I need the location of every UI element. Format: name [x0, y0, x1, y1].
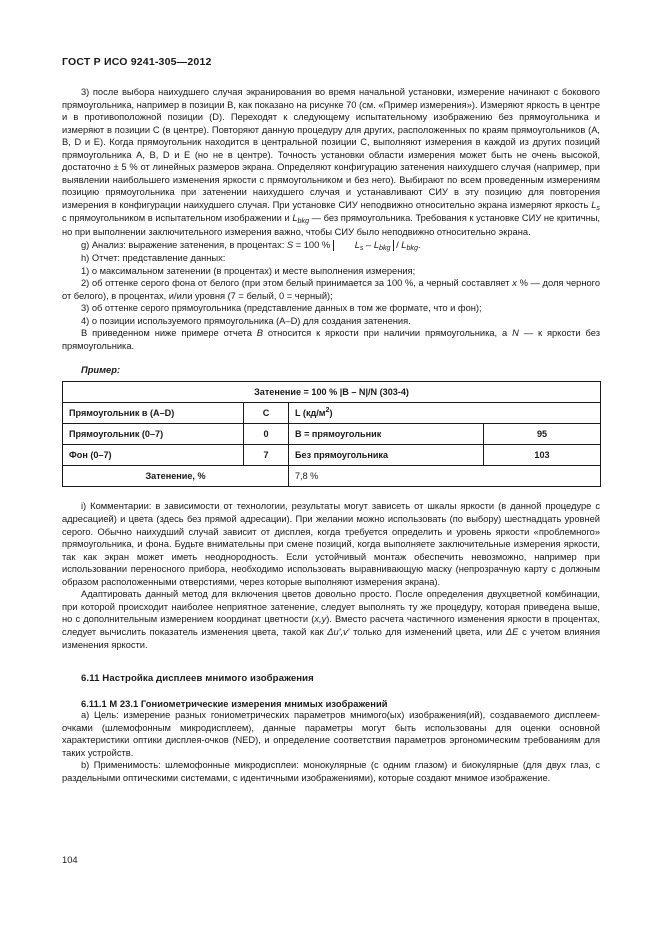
formula-minus: – — [363, 239, 374, 250]
table-cell-background-luminance-value: 103 — [484, 445, 601, 466]
shading-example-table — [62, 381, 601, 487]
table-cell-background-value: 7 — [244, 445, 289, 466]
paragraph-item-3-end: — без прямоугольника. Требования к установке СИУ не критичны, но при выполнении заключительного измерения важно, чтобы СИУ было неподвижно относительно экрана. — [62, 213, 600, 238]
formula-eq: = 100 % — [293, 239, 333, 250]
table-title-cell: Затенение = 100 % |B – N|/N (303-4) — [63, 382, 601, 403]
table-cell-shading-label: Затенение, % — [63, 466, 289, 487]
paragraph-item-h1: 1) о максимальном затенении (в процентах) и месте выполнения измерения; — [81, 265, 416, 276]
table-cell-rect-position-label: Прямоугольник в (A–D) — [63, 403, 244, 424]
lbkg-symbol: L — [292, 213, 298, 224]
paragraph-item-g — [62, 239, 600, 253]
paragraph-item-h: h) Отчет: представление данных: — [81, 253, 226, 264]
formula-denominator: L — [401, 239, 407, 250]
luminance-label-end: ) — [329, 407, 333, 418]
table-row-title — [63, 382, 601, 403]
table-cell-luminance-header — [289, 403, 601, 424]
table-cell-shading-value: 7,8 % — [289, 466, 601, 487]
color-adaptation-c: только для изменений цвета, или — [349, 626, 506, 637]
page-number: 104 — [62, 855, 78, 865]
color-adaptation-a: Адаптировать данный метод для включения цветов довольно просто. После определения двухцветной комбинации, при которой происходит наиболее неприятное затенение, следует выполнять ту же процедуру, которая приведена выше, но с дополнительным измерением координат цветности ( — [62, 589, 600, 625]
formula-num-a: L — [354, 239, 360, 250]
example-symbol-b: B — [256, 328, 264, 339]
table-row-footer — [63, 466, 601, 487]
paragraph-color-adaptation — [62, 588, 600, 651]
paragraph-item-3-mid: с прямоугольником в испытательном изображении и — [62, 213, 293, 224]
color-adaptation-d: с учетом влияния изменения яркости. — [62, 626, 600, 650]
formula-abs-group — [333, 240, 394, 251]
section-heading-6-11-1: 6.11.1 M 23.1 Гониометрические измерения мнимых изображений — [81, 699, 388, 710]
formula-s: S — [286, 239, 294, 250]
chromaticity-coordinates: x,y — [314, 614, 327, 625]
formula-num-b-sub: bkg — [379, 242, 391, 252]
paragraph-6-11-1-a: a) Цель: измерение разных гониометрических параметров мнимого(ых) изображения(ий), создаваемого дисплеем-очками (шлемофонным микродисплеем), данные параметры могут быть использованы для оценки основной характеристики оптики дисплея-очков (NED), и определение соответствия параметров эргономическим требованиям для таких устройств. — [62, 710, 600, 758]
delta-uv-symbol: Δu′,v′ — [327, 626, 350, 637]
formula-period: . — [417, 239, 421, 250]
item-h2-x-variable: x — [512, 278, 517, 289]
luminance-label: L (кд/м — [295, 407, 326, 418]
post-table-block — [62, 500, 600, 651]
standard-header: ГОСТ Р ИСО 9241-305—2012 — [62, 56, 212, 68]
paragraph-item-3-text: 3) после выбора наихудшего случая экранирования во время начальной установки, измерение начинают с бокового прямоугольника, например в позиции B, как показано на рисунке 70 (см. «Пример измерения»). Измеряют яркость в центре и в противоположной позиции (D). Переходят к следующему испытательному изображению без прямоугольника и измеряют в позиции C (в центре). Повторяют данную процедуру для других, расположенных по краям прямоугольников (A, B, D и E). Когда прямоугольник находится в центральной позиции C, выполняют измерения в каждой из других позиций прямоугольника A, B, D и E (но не в центре). Точность установки области измерения может быть не очень высокой, достаточно ± 5 % от линейных размеров экрана. Определяют конфигурацию затенения наихудшего случая (например, при выявлении наибольшего изменения яркости с прямоугольником и без него). Выбирают по всем проведенным измерениям позицию прямоугольника при затенении наихудшего случая и устанавливают СИУ в эту позицию для повторения измерения в конфигурации наихудшего случая. При установке СИУ неподвижно относительно экрана измеряют яркость — [62, 87, 600, 210]
paragraph-item-h3: 3) об оттенке серого прямоугольника (представление данных в том же формате, что и фон); — [81, 303, 482, 314]
paragraph-item-h4: 4) о позиции используемого прямоугольника (A–D) для создания затенения. — [81, 315, 411, 326]
example-label: Пример: — [81, 365, 121, 376]
paragraph-6-11-1-b: b) Применимость: шлемофонные микродисплеи: монокулярные (с одним глазом) и биокулярные (для двух глаз, с раздельными оптическими системами, с идентичными изображениями), которые создают мнимое изображение. — [62, 760, 600, 783]
table-cell-rect-luminance-value: 95 — [484, 424, 601, 445]
formula-divider: / — [393, 239, 402, 250]
example-intro-e: — к яркости без прямоугольника. — [62, 328, 600, 351]
lbkg-subscript: bkg — [297, 216, 310, 226]
table-row — [63, 403, 601, 424]
example-symbol-n: N — [512, 328, 519, 339]
table-cell-rect-luminance-label: B = прямоугольник — [289, 424, 484, 445]
formula-denominator-sub: bkg — [406, 242, 418, 252]
table-cell-rect-position-value: C — [244, 403, 289, 424]
color-adaptation-b: ). Вместо расчета частичного изменения яркости в процентах, следует вычислить показатель изменения цвета, такой как — [62, 614, 600, 637]
item-h2-part-b: % — доля черного от белого), в процентах, и/или уровня (7 = белый, 0 = черный); — [62, 278, 600, 301]
shading-formula — [287, 240, 421, 250]
table-cell-background-label: Фон (0–7) — [63, 445, 244, 466]
item-h2-part-a: 2) об оттенке серого фона от белого (при этом белый принимается за 100 %, а черный составляет — [81, 278, 513, 289]
item-g-prefix: g) Анализ: выражение затенения, в процентах: — [81, 239, 287, 250]
table-cell-rect-gray-value: 0 — [244, 424, 289, 445]
table-cell-background-luminance-label: Без прямоугольника — [289, 445, 484, 466]
example-intro-c: относится к яркости при наличии прямоугольника, а — [263, 328, 513, 339]
document-content — [62, 86, 600, 784]
table-row — [63, 424, 601, 445]
section-heading-6-11: 6.11 Настройка дисплеев мнимого изображения — [81, 673, 314, 685]
table-row — [63, 445, 601, 466]
paragraph-item-h2 — [62, 277, 600, 302]
table-cell-rect-gray-label: Прямоугольник (0–7) — [63, 424, 244, 445]
formula-num-a-sub: s — [359, 242, 364, 252]
paragraph-example-intro — [62, 327, 600, 352]
paragraph-item-3 — [62, 86, 600, 239]
paragraph-item-i: i) Комментарии: в зависимости от технологии, результаты могут зависеть от шкалы яркости (в данной процедуре с адресацией) и цвета (здесь без прямой адресации). При желании можно использовать (по выбору) шестнадцать уровней серого. Обычно наихудший случай зависит от дисплея, когда требуется определить и уровень яркости «проблемного» прямоугольника, и фона. Будьте внимательны при смене позиций, когда выполняете заключительные измерения яркости, так как экран может иметь неоднородность. Если устойчивый монтаж обеспечить невозможно, например при использовании переносного прибора, необходимо использовать выравнивающую маску (непрозрачную карту с должным образом расположенными отверстиями, через которые выполняют измерения экрана). — [62, 501, 600, 587]
example-intro-a: В приведенном ниже примере отчета — [81, 328, 257, 339]
ls-subscript: s — [596, 202, 600, 212]
ls-symbol: L — [591, 199, 597, 210]
delta-e-symbol: ΔE — [505, 626, 519, 637]
luminance-exponent: 2 — [325, 404, 330, 414]
formula-num-b: L — [373, 239, 379, 250]
